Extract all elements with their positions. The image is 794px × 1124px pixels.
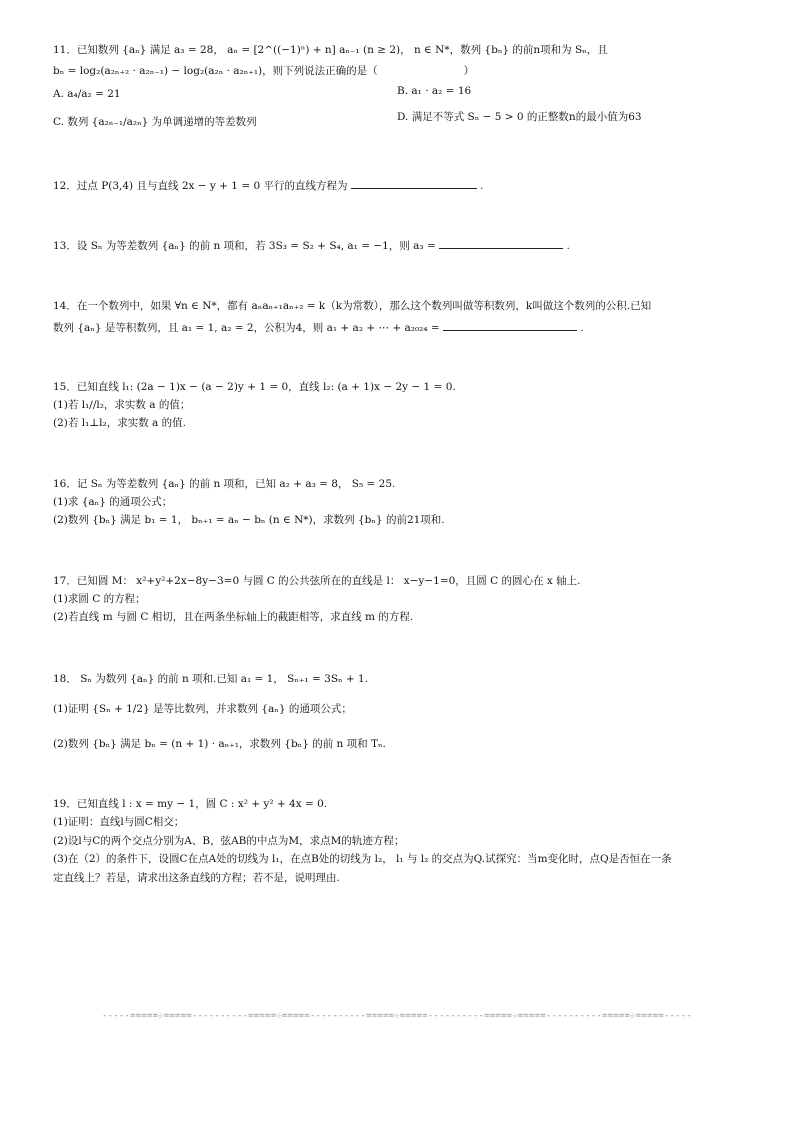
q18-part2: (2)数列 {bₙ} 满足 bₙ = (n + 1) · aₙ₊₁，求数列 {bₙ} 的前 n 项和 Tₙ. — [53, 738, 386, 750]
q13-text — [53, 237, 570, 253]
q16-part2: (2)数列 {bₙ} 满足 b₁ = 1， bₙ₊₁ = aₙ − bₙ (n ∈ N*)，求数列 {bₙ} 的前21项和. — [53, 514, 445, 526]
q14-line2 — [53, 319, 584, 335]
q12-answer-blank[interactable] — [351, 177, 477, 189]
q16-part1: (1)求 {aₙ} 的通项公式； — [53, 496, 173, 508]
q15-part2: (2)若 l₁⊥l₂，求实数 a 的值. — [53, 417, 186, 429]
q14-answer-blank[interactable] — [443, 319, 577, 331]
q11-option-a: A. a₄/a₂ = 21 — [53, 88, 121, 100]
q13-stem: 13．设 Sₙ 为等差数列 {aₙ} 的前 n 项和，若 3S₃ = S₂ + S₄, a₁ = −1，则 a₃ = — [53, 240, 436, 252]
q14-line1: 14．在一个数列中，如果 ∀n ∈ N*，都有 aₙaₙ₊₁aₙ₊₂ = k（k为常数），那么这个数列叫做等积数列，k叫做这个数列的公积.已知 — [53, 300, 652, 312]
q16-stem: 16．记 Sₙ 为等差数列 {aₙ} 的前 n 项和，已知 a₂ + a₃ = 8， S₅ = 25. — [53, 478, 396, 490]
q17-part1: (1)求圆 C 的方程； — [53, 593, 146, 605]
q19-part4: 定直线上？若是，请求出这条直线的方程；若不是，说明理由. — [53, 872, 340, 884]
q18-part1: (1)证明 {Sₙ + 1/2} 是等比数列，并求数列 {aₙ} 的通项公式； — [53, 703, 352, 715]
q12-stem: 12．过点 P(3,4) 且与直线 2x − y + 1 = 0 平行的直线方程为 — [53, 180, 348, 192]
q14-stem: 数列 {aₙ} 是等积数列，且 a₁ = 1, a₂ = 2，公积为4，则 a₁ + a₂ + ⋯ + a₂₀₂₄ = — [53, 322, 440, 334]
q13-answer-blank[interactable] — [439, 237, 563, 249]
q19-part1: (1)证明：直线l与圆C相交； — [53, 816, 185, 828]
q19-part2: (2)设l与C的两个交点分别为A、B，弦AB的中点为M，求点M的轨迹方程； — [53, 835, 405, 847]
footer-separator: -----=====☆=====----------=====☆=====----------=====☆=====----------=====☆=====----------=====☆=====----- — [102, 1011, 692, 1021]
q11-option-b: B. a₁ · a₂ = 16 — [397, 85, 472, 97]
q17-stem: 17．已知圆 M： x²+y²+2x−8y−3=0 与圆 C 的公共弦所在的直线是 l： x−y−1=0，且圆 C 的圆心在 x 轴上. — [53, 575, 581, 587]
q15-stem: 15．已知直线 l₁: (2a − 1)x − (a − 2)y + 1 = 0，直线 l₂: (a + 1)x − 2y − 1 = 0. — [53, 381, 456, 393]
q12-end: . — [480, 180, 484, 192]
q11-option-d: D. 满足不等式 Sₙ − 5 > 0 的正整数n的最小值为63 — [397, 111, 642, 123]
q11-stem-text: bₙ = log₂(a₂ₙ₊₂ · a₂ₙ₋₁) − log₂(a₂ₙ · a₂ₙ₊₁)，则下列说法正确的是（ — [53, 65, 378, 77]
q17-part2: (2)若直线 m 与圆 C 相切，且在两条坐标轴上的截距相等，求直线 m 的方程. — [53, 611, 414, 623]
q19-stem: 19．已知直线 l : x = my − 1，圆 C : x² + y² + 4x = 0. — [53, 798, 328, 810]
q18-stem: 18． Sₙ 为数列 {aₙ} 的前 n 项和.已知 a₁ = 1， Sₙ₊₁ = 3Sₙ + 1. — [53, 673, 369, 685]
q14-end: . — [580, 322, 584, 334]
q11-option-c: C. 数列 {a₂ₙ₋₁/a₂ₙ} 为单调递增的等差数列 — [53, 116, 257, 128]
q13-end: . — [566, 240, 570, 252]
q11-paren-close: ） — [463, 65, 475, 77]
q15-part1: (1)若 l₁//l₂，求实数 a 的值； — [53, 399, 191, 411]
q12-text — [53, 177, 484, 193]
q11-stem-line2 — [53, 64, 474, 78]
q11-stem: 11．已知数列 {aₙ} 满足 a₃ = 28， aₙ = [2^((−1)ⁿ) + n] aₙ₋₁ (n ≥ 2)， n ∈ N*，数列 {bₙ} 的前n项和为 Sₙ，且 — [53, 44, 608, 56]
q19-part3: (3)在（2）的条件下，设圆C在点A处的切线为 l₁，在点B处的切线为 l₂， l₁ 与 l₂ 的交点为Q.试探究：当m变化时，点Q是否恒在一条 — [53, 853, 672, 865]
